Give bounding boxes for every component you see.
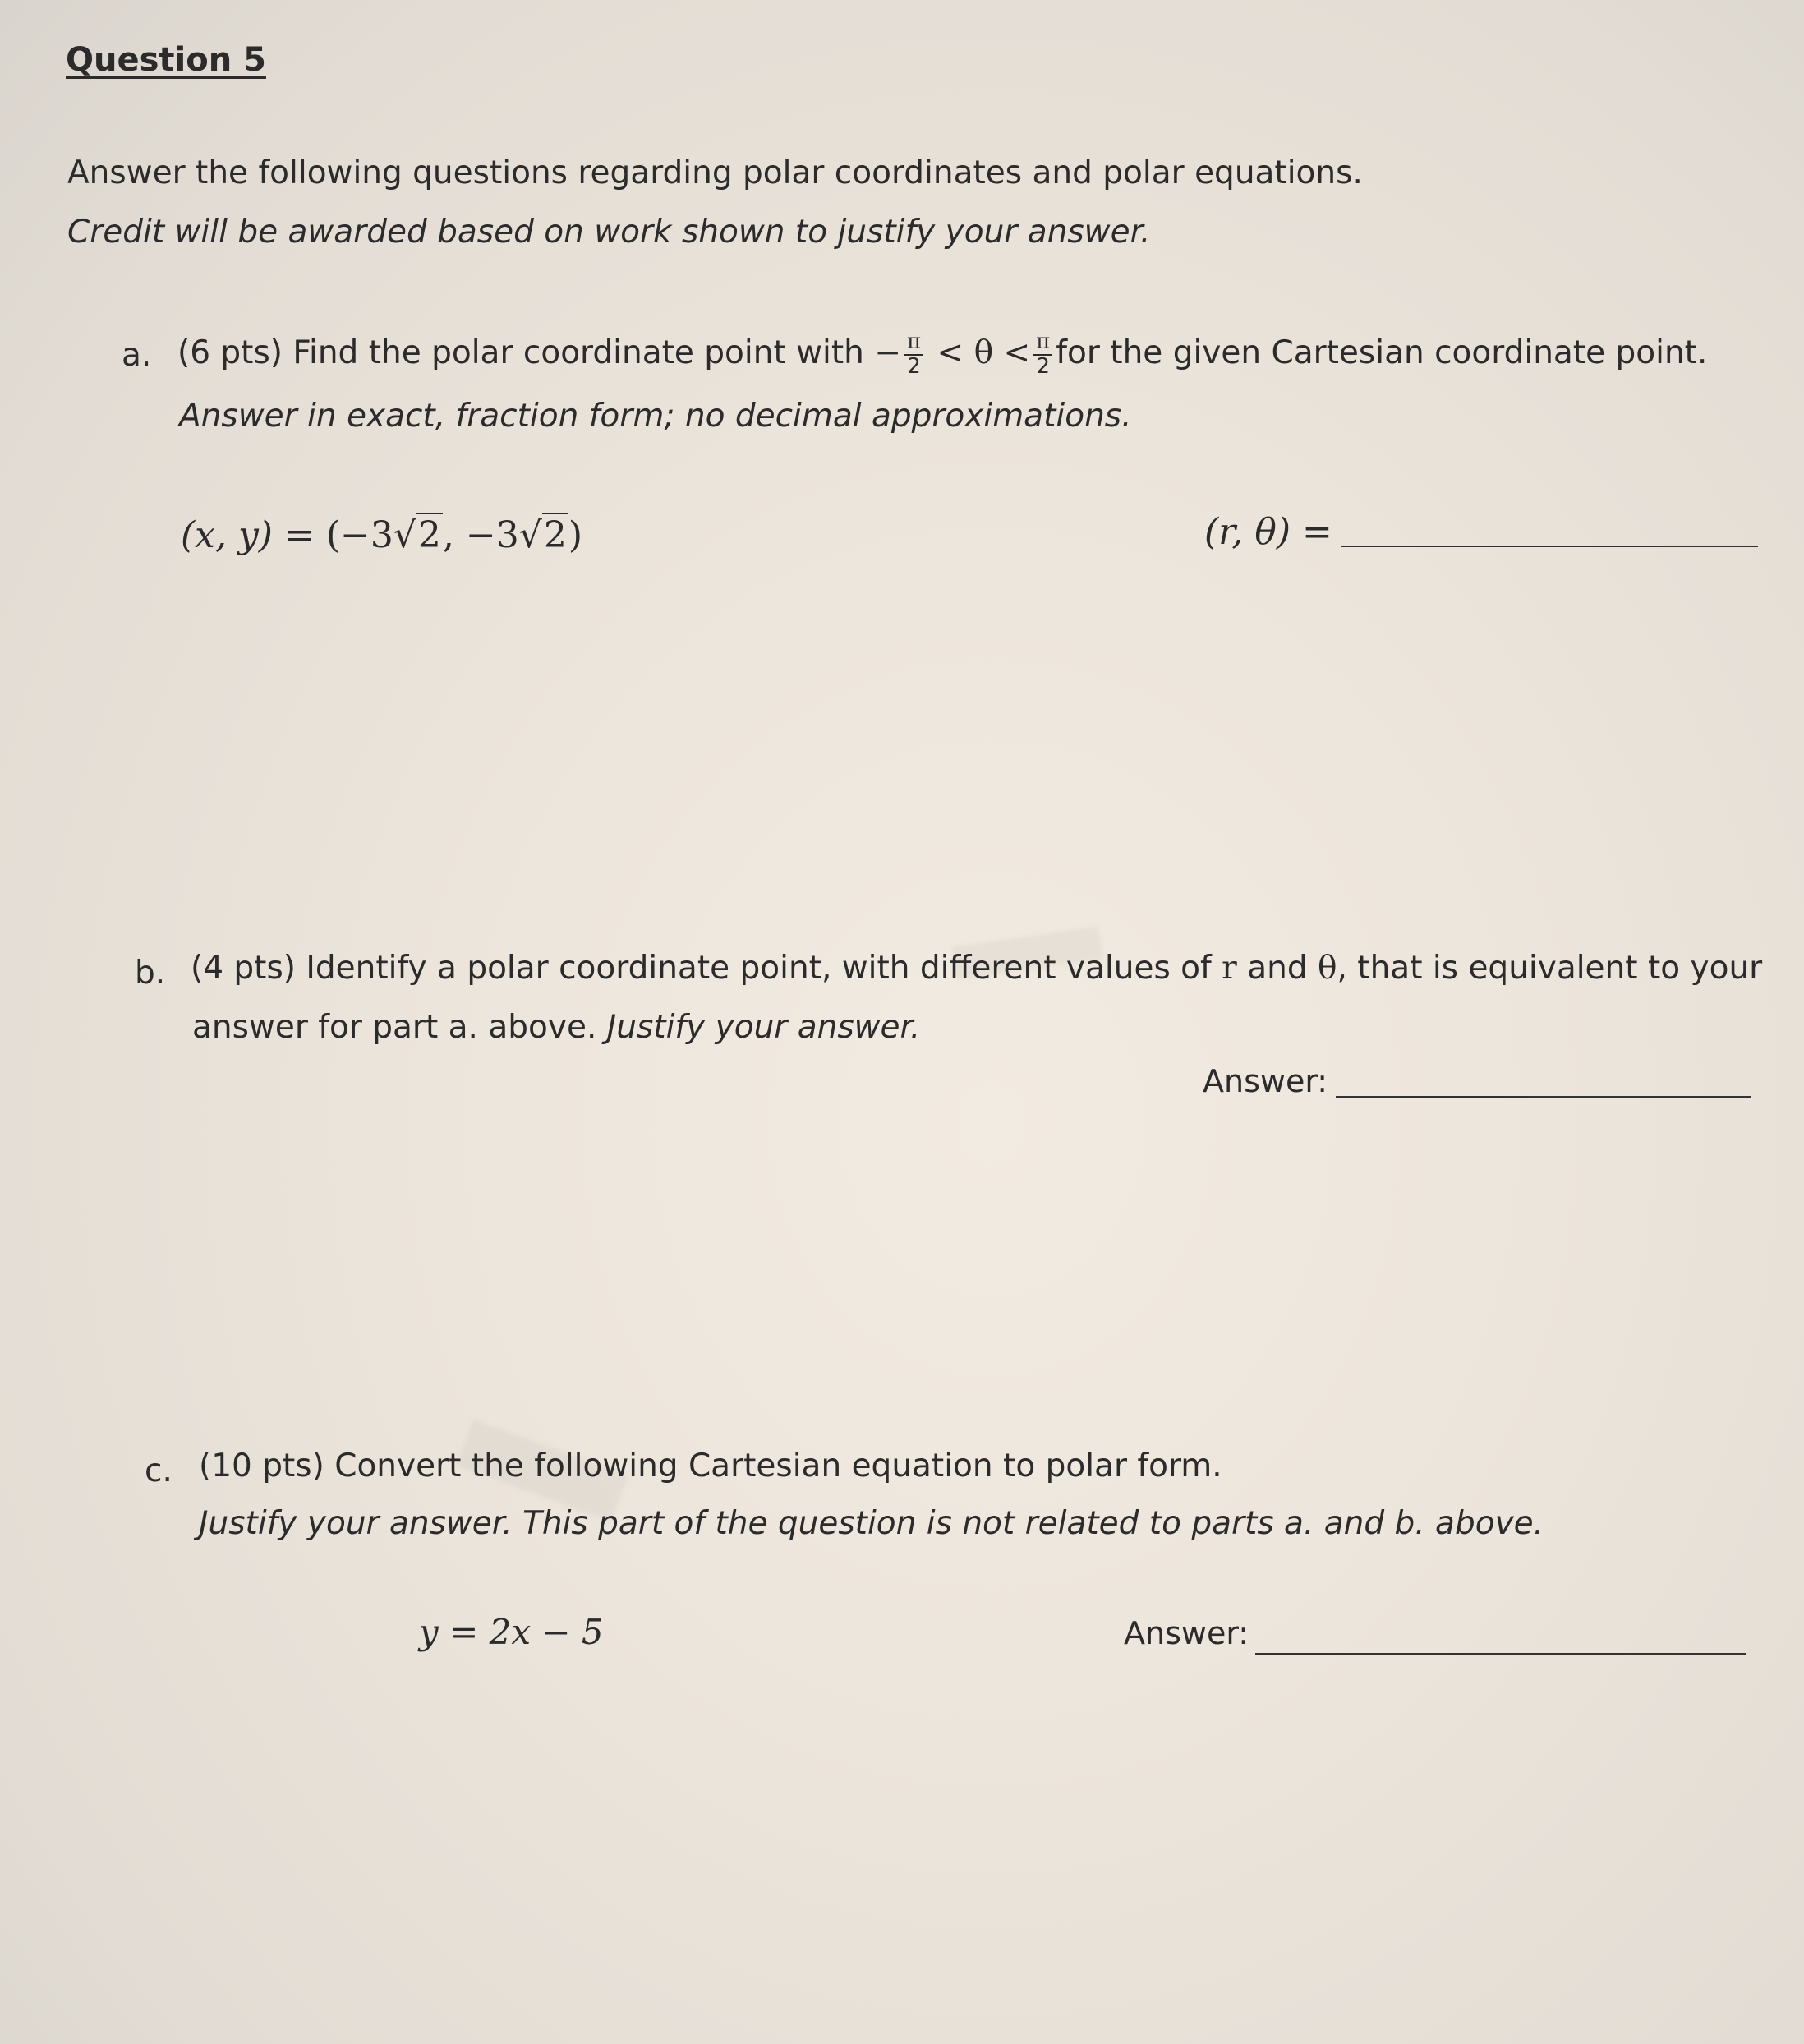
part-b-answer-label: Answer: [1203,1063,1328,1099]
part-b-marker: b. [135,955,166,992]
neg-pi-over-2 [904,331,923,378]
r-variable: r [1222,950,1237,987]
part-a-prompt-end: for the given Cartesian coordinate point. [1056,334,1708,371]
sqrt-sign: √ [393,514,416,556]
part-b-answer-blank[interactable] [1336,1096,1751,1098]
part-a-instruction: Answer in exact, fraction form; no decimal approximations. [179,398,1132,435]
given-open: (−3 [325,514,393,556]
part-b-line2-text: answer for part a. above. [192,1009,597,1046]
sqrt-arg: 2 [543,514,567,556]
sqrt-sign: √ [518,514,542,556]
part-c-answer-label: Answer: [1124,1615,1249,1651]
question-intro: Answer the following questions regarding polar coordinates and polar equations. [67,154,1363,191]
sqrt-2 [519,514,568,556]
given-point [181,514,582,556]
part-a-answer-label [1204,511,1332,553]
neg-sign: − [874,334,901,371]
and-word: and [1247,950,1308,987]
theta-symbol: θ [1318,950,1337,987]
frac-den: 2 [907,353,921,379]
part-b-prompt-line2 [192,1009,920,1046]
part-b-justify: Justify your answer. [606,1009,921,1046]
question-title: Question 5 [66,41,266,79]
frac-num: π [1033,331,1052,355]
part-b-prompt-start: (4 pts) Identify a polar coordinate point, with different values of [191,950,1212,987]
part-c-prompt: (10 pts) Convert the following Cartesian equation to polar form. [199,1448,1222,1485]
credit-note: Credit will be awarded based on work shown to justify your answer. [67,214,1151,251]
given-close: ) [568,514,582,556]
part-a-prompt [177,329,1707,378]
part-c-answer-blank[interactable] [1255,1653,1746,1655]
frac-den: 2 [1036,353,1050,379]
equation-text: y = 2x − 5 [419,1612,604,1652]
part-c-justify: Justify your answer. This part of the question is not related to parts a. and b. above. [199,1505,1544,1542]
theta-symbol: θ [973,334,994,371]
sqrt-2 [393,514,443,556]
pi-over-2 [1033,331,1052,378]
given-lhs: (x, y) = [181,514,315,556]
given-mid: , −3 [442,514,519,556]
part-b-prompt-end: , that is equivalent to your [1337,950,1763,987]
lt-sign: < [937,334,964,371]
lt-sign: < [1003,334,1031,371]
part-b-prompt-line1 [191,950,1762,987]
part-a-prompt-start: (6 pts) Find the polar coordinate point with [177,334,864,371]
part-a-marker: a. [122,337,152,374]
sqrt-arg: 2 [417,514,441,556]
part-a-answer-blank[interactable] [1341,546,1758,547]
part-c-marker: c. [145,1452,173,1489]
r-theta-label: (r, θ) = [1204,511,1332,553]
part-c-equation [419,1612,604,1652]
frac-num: π [904,331,923,355]
